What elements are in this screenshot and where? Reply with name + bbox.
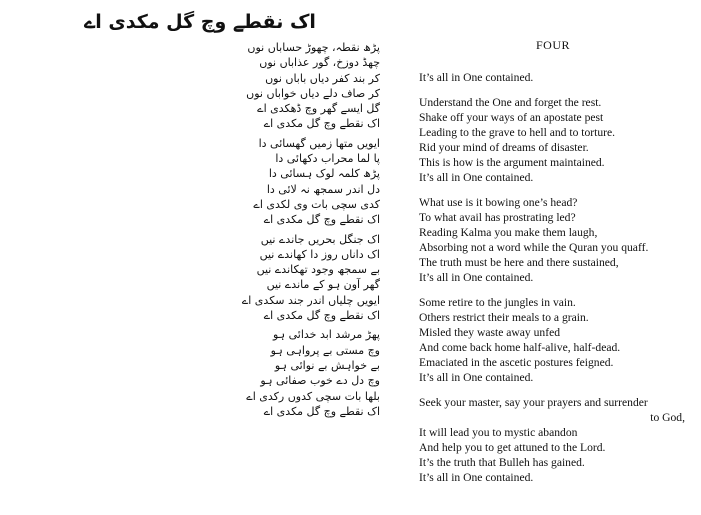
english-refrain: It’s all in One contained. (419, 371, 534, 384)
english-line: Misled they waste away unfed (419, 326, 561, 339)
urdu-line: چھڈ دوزخ، گور عذاباں نوں (259, 56, 380, 70)
english-line: Reading Kalma you make them laugh, (419, 226, 598, 239)
urdu-line: پا لما محراب دکھائی دا (275, 152, 380, 166)
english-refrain: It’s all in One contained. (419, 271, 534, 284)
urdu-original-column (20, 10, 380, 510)
english-stanza-5 (419, 395, 687, 485)
english-line: Others restrict their meals to a grain. (419, 311, 589, 324)
urdu-line: بلھا بات سچی کدوں رکدی اے (246, 389, 380, 403)
english-line: To what avail has prostrating led? (419, 211, 576, 224)
english-line: Leading to the grave to hell and to torture. (419, 126, 616, 139)
urdu-stanza-1 (20, 40, 380, 132)
urdu-line: ایویں چلیاں اندر جند سکدی اے (241, 293, 380, 307)
urdu-refrain: اک نقطے وچ گل مکدی اے (263, 213, 380, 227)
english-line: And help you to get attuned to the Lord. (419, 441, 606, 454)
urdu-line: کر بند کفر دیاں باباں نوں (265, 71, 380, 85)
english-line: It will lead you to mystic abandon (419, 426, 578, 439)
english-translation-column (419, 38, 687, 495)
urdu-title: اک نقطے وچ گل مکدی اے (84, 11, 316, 33)
english-refrain: It’s all in One contained. (419, 171, 534, 184)
urdu-line: پڑھ کلمہ لوک ہسائی دا (268, 167, 380, 181)
urdu-refrain: اک نقطے وچ گل مکدی اے (263, 309, 380, 323)
urdu-line: بے سمجھ وجود تھکاندے نیں (256, 263, 380, 277)
poem-number-heading: FOUR (535, 38, 570, 52)
urdu-stanza-3 (20, 232, 380, 324)
english-line-continuation: to God, (650, 411, 685, 424)
urdu-refrain: اک نقطے وچ گل مکدی اے (263, 404, 380, 418)
english-line: Some retire to the jungles in vain. (419, 296, 576, 309)
urdu-line: پھڑ مرشد ابد خدائی ہو (272, 328, 380, 342)
urdu-line: اک جنگل بحریں جاندے نیں (260, 232, 380, 246)
english-stanza-4 (419, 295, 687, 385)
urdu-line: پڑھ نقطہ، چھوڑ حساباں نوں (247, 41, 380, 54)
urdu-stanza-4 (20, 327, 380, 419)
english-line: The truth must be here and there sustained, (419, 256, 619, 269)
english-line: Rid your mind of dreams of disaster. (419, 141, 589, 154)
urdu-line: وچ دل دے خوب صفائی ہو (260, 374, 380, 388)
english-line: This is how is the argument maintained. (419, 156, 605, 169)
english-stanza-1 (419, 70, 687, 85)
urdu-line: ایویں متھا زمیں گھسائی دا (258, 136, 380, 150)
english-refrain: It’s all in One contained. (419, 471, 534, 484)
english-line: Shake off your ways of an apostate pest (419, 111, 604, 124)
urdu-line: گل ایسے گھر وچ ڈھکدی اے (257, 102, 380, 116)
urdu-stanza-2 (20, 136, 380, 228)
urdu-line: کدی سچی بات وی لکدی اے (253, 197, 380, 211)
urdu-line: کر صاف دلے دیاں خواباں نوں (246, 86, 380, 100)
urdu-line: بے خواہش بے نوائی ہو (274, 358, 380, 372)
urdu-refrain: اک نقطے وچ گل مکدی اے (263, 117, 380, 131)
urdu-line: گھر آون ہو کے ماندے نیں (266, 278, 380, 292)
english-stanza-2 (419, 95, 687, 185)
english-line: Emaciated in the ascetic postures feigned. (419, 356, 614, 369)
english-line: Understand the One and forget the rest. (419, 96, 602, 109)
english-line: It’s all in One contained. (419, 71, 534, 84)
english-line: And come back home half-alive, half-dead. (419, 341, 621, 354)
urdu-line: وچ مستی بے پرواہی ہو (270, 343, 380, 357)
urdu-line: اک داناں روز دا کھاندے نیں (259, 247, 380, 261)
english-line: Absorbing not a word while the Quran you quaff. (419, 241, 649, 254)
urdu-line: دل اندر سمجھ نہ لائی دا (266, 182, 380, 196)
english-stanza-3 (419, 195, 687, 285)
english-line: It’s the truth that Bulleh has gained. (419, 456, 585, 469)
english-line: What use is it bowing one’s head? (419, 196, 578, 209)
english-line: Seek your master, say your prayers and surrender (419, 396, 648, 409)
